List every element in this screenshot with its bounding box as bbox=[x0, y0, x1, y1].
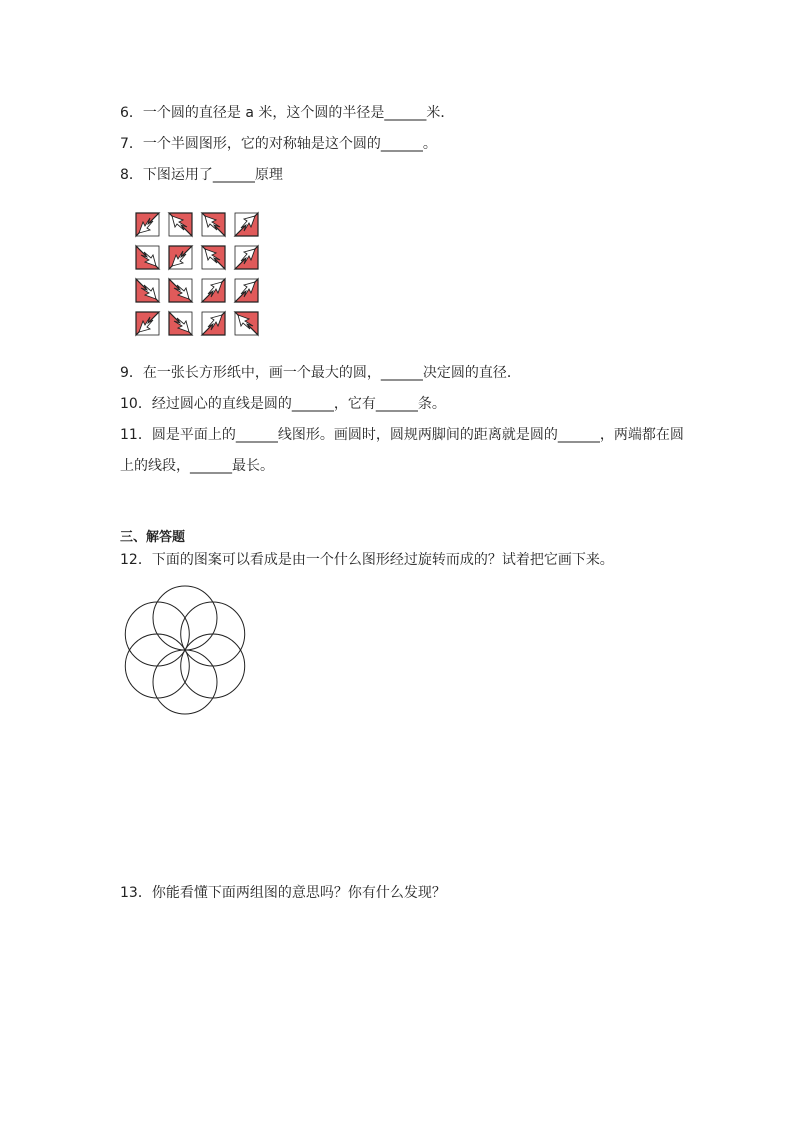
section-heading: 三、解答题 bbox=[120, 530, 186, 545]
pattern-tile bbox=[202, 246, 225, 269]
pattern-tile bbox=[169, 312, 192, 335]
rotated-tile-pattern bbox=[134, 211, 262, 339]
pattern-tile bbox=[235, 279, 258, 302]
pattern-tile bbox=[202, 279, 225, 302]
pattern-tile bbox=[235, 213, 258, 236]
pattern-tile bbox=[202, 312, 225, 335]
pattern-tile bbox=[169, 246, 192, 269]
pattern-tile bbox=[169, 213, 192, 236]
pattern-tile bbox=[235, 312, 258, 335]
question-11-line-2: 上的线段，______最长。 bbox=[120, 458, 274, 474]
question-11-line-1: 11．圆是平面上的______线图形。画圆时，圆规两脚间的距离就是圆的______，两端都在圆 bbox=[120, 427, 684, 443]
circle-flower-figure bbox=[122, 584, 248, 716]
pattern-tile bbox=[136, 279, 159, 302]
question-13: 13．你能看懂下面两组图的意思吗？你有什么发现？ bbox=[120, 885, 446, 901]
pattern-tile bbox=[202, 213, 225, 236]
pattern-tile bbox=[235, 246, 258, 269]
question-6: 6．一个圆的直径是 a 米，这个圆的半径是______米． bbox=[120, 105, 455, 121]
question-10: 10．经过圆心的直线是圆的______，它有______条。 bbox=[120, 396, 446, 412]
question-8: 8．下图运用了______原理 bbox=[120, 167, 283, 183]
pattern-tile bbox=[169, 279, 192, 302]
pattern-tile bbox=[136, 246, 159, 269]
pattern-tile bbox=[136, 312, 159, 335]
pattern-tile bbox=[136, 213, 159, 236]
question-7: 7．一个半圆图形，它的对称轴是这个圆的______。 bbox=[120, 136, 437, 152]
question-9: 9．在一张长方形纸中，画一个最大的圆，______决定圆的直径． bbox=[120, 365, 521, 381]
question-12: 12．下面的图案可以看成是由一个什么图形经过旋转而成的？试着把它画下来。 bbox=[120, 552, 614, 568]
